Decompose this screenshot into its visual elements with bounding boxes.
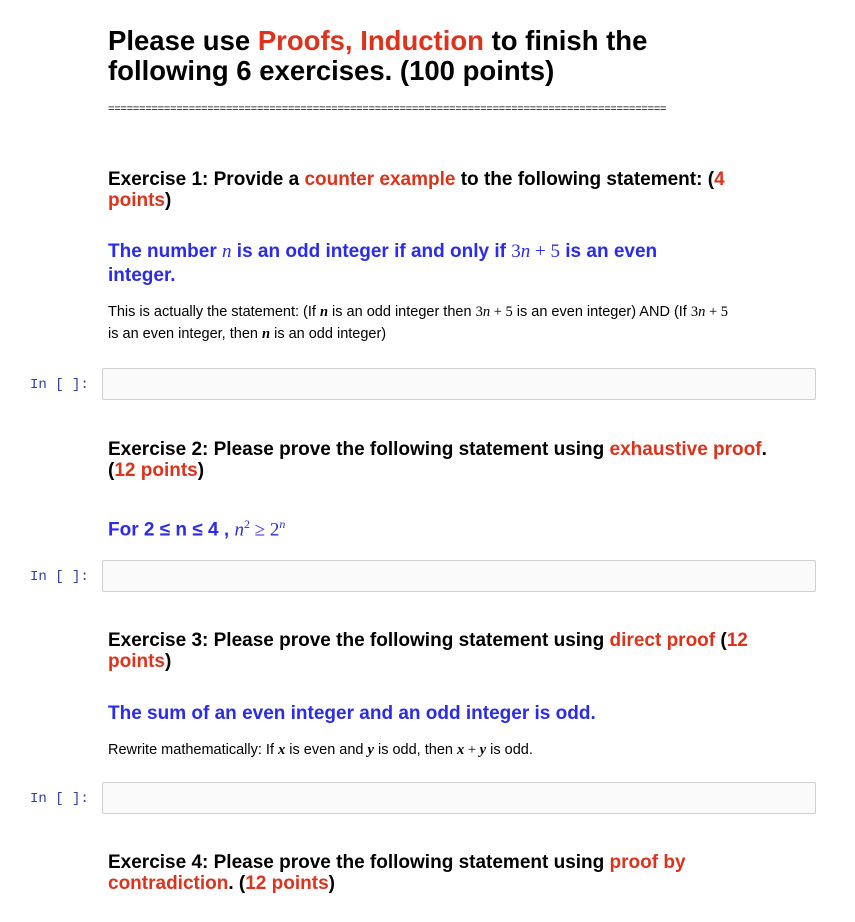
exercise-4-heading: Exercise 4: Please prove the following statement using proof by contradiction. (12 points) [108,852,686,894]
cell-prompt: In [ ]: [30,791,89,807]
code-cell-input[interactable] [102,368,816,400]
exercise-1-note: This is actually the statement: (If n is an odd integer then 3n + 5 is an even integer) AND (If 3n + 5 is an even integer, then n is an odd integer) [108,304,729,342]
exercise-1-statement: The number n is an odd integer if and only if 3n + 5 is an even integer. [108,241,658,286]
separator-line: ========================================================================================== [108,104,667,116]
code-cell-input[interactable] [102,560,816,592]
exercise-3-note: Rewrite mathematically: If x is even and y is odd, then x + y is odd. [108,742,533,758]
code-cell-input[interactable] [102,782,816,814]
cell-prompt: In [ ]: [30,377,89,393]
page-title: Please use Proofs, Induction to finish the following 6 exercises. (100 points) [108,25,648,86]
exercise-1-heading: Exercise 1: Provide a counter example to the following statement: (4 points) [108,169,725,211]
exercise-2-statement: For 2 ≤ n ≤ 4 , $n^2 \ge 2^n$ [108,517,286,541]
exercise-2-heading: Exercise 2: Please prove the following statement using exhaustive proof. (12 points) [108,439,767,481]
exercise-3-heading: Exercise 3: Please prove the following statement using direct proof (12 points) [108,630,748,672]
cell-prompt: In [ ]: [30,569,89,585]
exercise-3-statement: The sum of an even integer and an odd integer is odd. [108,703,596,724]
